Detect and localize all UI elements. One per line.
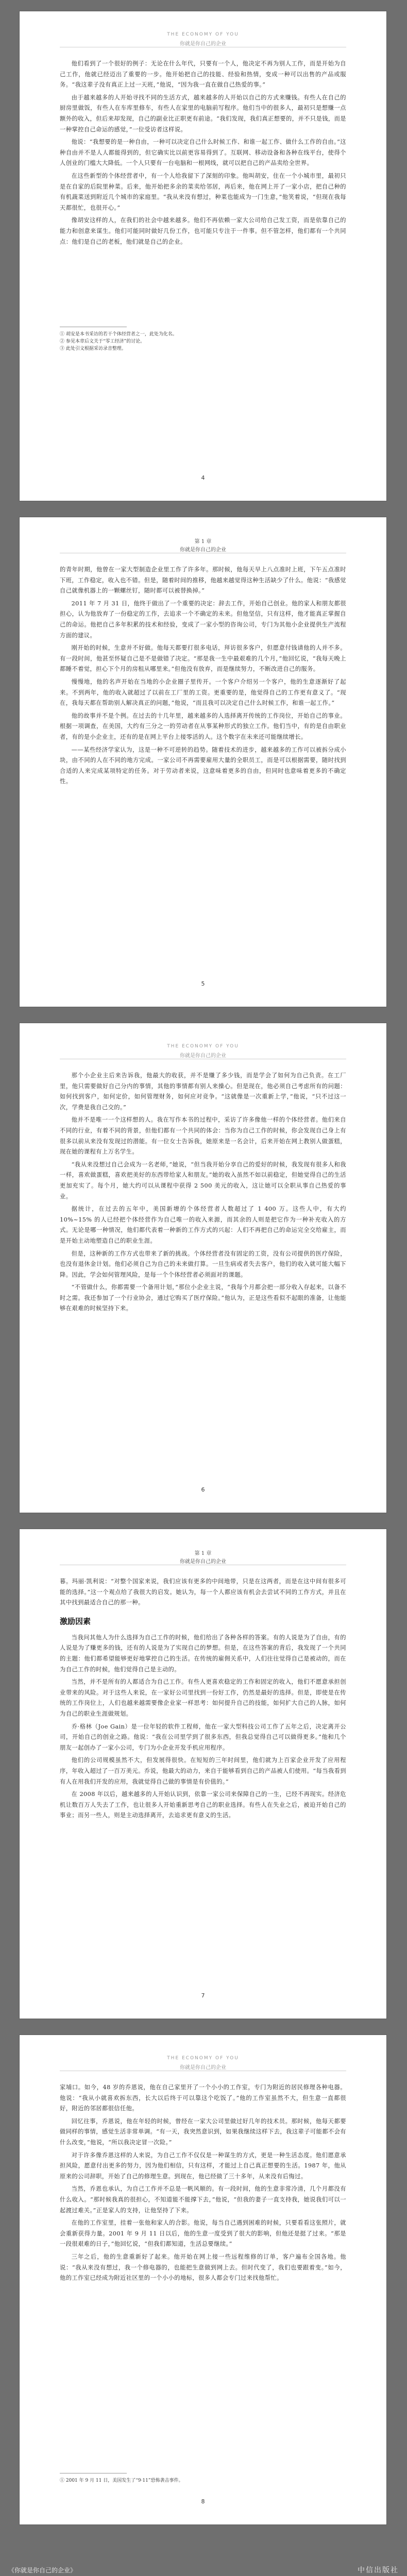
publisher-logo: 中信出版社: [358, 2566, 399, 2574]
footnote: ① 2001 年 9 月 11 日，美国发生了“9·11”恐怖袭击事件。: [60, 2478, 183, 2483]
paragraph: 家埔口。如今，48 岁的乔恩说，他在自己家里开了一个小小的工作室，专门为附近的居民修理各种电器。他说：“我从小就喜欢拆东西，长大以后终于可以靠这个吃饭了。”他的工作室虽然不大，但生意一直都很好，附近的邻居都很信任他。: [60, 2084, 346, 2112]
paragraph: 他说：“我想要的是一种自由，一种可以决定自己什么时候工作、和谁一起工作、做什么工作的自由。”这种自由并不是人人都能得到的，但它确实比以前更容易得到了。互联网、移动设备和各种在线平台，使得个人创业的门槛大大降低。一个人只要有一台电脑和一根网线，就可以把自己的产品卖给全世界。: [60, 139, 346, 167]
paragraph: 对于许多像乔恩这样的人来说，为自己工作不仅仅是一种谋生的方式，更是一种生活态度。他们愿意承担风险，愿意付出更多的努力，因为他们相信，只有这样，才能过上自己真正想要的生活。1987 年，他从原来的公司辞职，开始了自己的修理生意。到现在，他已经做了三十多年，从来没有后悔过。: [60, 2151, 346, 2180]
running-header-subtitle: 你就是你自己的企业: [180, 1053, 226, 1059]
paragraph: “我从来没想过自己会成为一名老师，”她说，“但当我开始分享自己的爱好的时候，我发现有很多人和我一样，喜欢做蛋糕，喜欢把美好的东西带给家人和朋友。”她的收入虽然不如以前稳定，但她觉得自己的生活更加充实了。每个月，她大约可以从课程中获得 2 500 美元的收入，这让她可以全职从事自己热爱的事业。: [60, 1161, 346, 1200]
page-body: [60, 565, 346, 789]
paragraph: 在他的工作室里，挂着一张他和家人的合影。他说，每当自己遇到困难的时候，只要看看这张照片，就会重新获得力量。2001 年 9 月 11 日以后，他的生意一度受到了很大的影响，但他还是挺了过来。“那是一段很艰难的日子，”他回忆说，“但我们都知道，生活总要继续。”: [60, 2219, 346, 2248]
chapter-label: 第 1 章: [194, 539, 212, 545]
paragraph: 在 2008 年以后，越来越多的人开始认识到，依靠一家公司来保障自己的一生，已经不再现实。经济危机让数百万人失去了工作，也让很多人开始重新思考自己的职业选择。有些人在失业之后，被迫开始自己的事业；而另一些人，则是主动选择离开，去追求更有意义的生活。: [60, 1791, 346, 1819]
book-title-label: 《你就是你自己的企业》: [8, 2567, 77, 2574]
footnote: ③ 此处引文根据采访录音整理。: [60, 346, 126, 351]
page-body: [60, 2082, 346, 2286]
paragraph: 乔·格林（Joe Gain）是一位年轻的软件工程师，他在一家大型科技公司工作了五年之后，决定离开公司，开始自己的创业之路。他说：“我在公司里学到了很多东西，但我总觉得自己可以做得更多。”他和几个朋友一起创办了一家小公司，专门为小企业开发手机应用程序。: [60, 1723, 346, 1751]
running-header-series: THE ECONOMY OF YOU: [167, 32, 239, 37]
footnote: ① 胡安是本书采访的若干个体经营者之一，此处为化名。: [60, 332, 177, 337]
paragraph: 2011 年 7 月 31 日，他终于做出了一个重要的决定：辞去工作，开始自己创业。他的家人和朋友都很担心，认为他放弃了一份稳定的工作，去追求一个不确定的未来。但他坚信，只有这样，他才能真正掌握自己的命运。他把自己多年积累的技术和经验，变成了一家小型的咨询公司，专门为其他小企业提供生产流程方面的建议。: [60, 600, 346, 639]
page-number: 5: [201, 980, 205, 987]
page-number: 8: [201, 2498, 205, 2505]
paragraph: 他的故事并不是个例。在过去的十几年里，越来越多的人选择离开传统的工作岗位，开始自己的事业。根据一项调查，在美国，大约有三分之一的劳动者在从事某种形式的独立工作。他们当中，有的是自由职业者，有的是小企业主，还有的是在网上平台上接零活的人。这个数字在未来还可能继续增长。: [60, 712, 346, 740]
paragraph: “不管做什么，你都需要一个备用计划，”那位小企业主说，“我每个月都会把一部分收入存起来，以备不时之需。我还参加了一个行业协会，通过它购买了医疗保险。”他认为，正是这些看似不起眼的准备，让他能够在艰难的时候坚持下来。: [60, 1284, 346, 1312]
book-page-4: [20, 1529, 386, 2019]
footnotes: [60, 331, 346, 352]
section-heading: 激励因素: [60, 1616, 91, 1626]
chapter-label: 第 1 章: [194, 1551, 212, 1556]
paragraph: 他们看到了一个很好的例子：无论在什么年代，只要有一个人，他决定不再为别人工作，而是开始为自己工作，他就已经迈出了重要的一步。他开始把自己的技能、经验和热情，变成一种可以出售的产品或服务。“我这辈子没有真正上过一天班，”他说，“因为我一直在做自己热爱的事。”: [60, 60, 346, 89]
footnote: ② 参见本章后文关于“零工经济”的讨论。: [60, 339, 145, 344]
book-page-1: [20, 11, 386, 501]
paragraph: 当我问其他人为什么选择为自己工作的时候，他们给出了各种各样的答案。有的人说是为了自由，有的人说是为了赚更多的钱，还有的人说是为了实现自己的梦想。但是，在这些答案的背后，我发现了一个共同的主题：他们都希望能够更好地掌控自己的生活。在传统的雇佣关系中，人们往往觉得自己是被动的，而在为自己工作的时候，他们觉得自己是主动的。: [60, 1634, 346, 1673]
page-number: 7: [201, 1992, 205, 1999]
paragraph: 他并不是唯一一个这样想的人。我在写作本书的过程中，采访了许多像他一样的个体经营者。他们来自不同的行业，有着不同的背景，但他们都有一个共同的体会：当你为自己工作的时候，你会发现自己身上有很多以前从来没有发现过的潜能。有一位女士告诉我，她原来是一名会计，后来开始在网上教别人做蛋糕，现在她的课程有上万名学生。: [60, 1116, 346, 1156]
running-header-subtitle: 你就是你自己的企业: [180, 2065, 226, 2071]
paragraph: 慢慢地，他的名声开始在当地的小企业圈子里传开。一个客户介绍另一个客户，他的生意逐渐好了起来。不到两年，他的收入就超过了以前在工厂里的工资。更重要的是，他觉得自己的工作更有意义了。“现在，我每天都在帮助别人解决真正的问题，”他说，“而且我可以决定自己什么时候工作，和谁一起工作。”: [60, 678, 346, 707]
page-number: 4: [201, 474, 205, 481]
chapter-title: 你就是你自己的企业: [180, 547, 226, 553]
paragraph: 当然，乔恩也承认，为自己工作并不总是一帆风顺的。有一段时间，他的生意非常冷清，几个月都没有什么收入。“那时候我真的很担心，不知道能不能撑下去，”他说，“但我的妻子一直支持我，她说我们可以一起渡过难关。”正是家人的支持，让他坚持了下来。: [60, 2185, 346, 2214]
paragraph: 当然，并不是所有的人都适合为自己工作。有些人更喜欢稳定的工作和固定的收入，他们不愿意承担创业带来的风险。对于这些人来说，在一家好公司里找到一份好工作，仍然是最好的选择。但是，即使是在传统的工作岗位上，人们也越来越需要像企业家一样思考：如何提升自己的技能，如何扩大自己的人脉，如何为自己的职业生涯做规划。: [60, 1679, 346, 1717]
footnotes: [60, 2477, 346, 2484]
running-header-subtitle: 你就是你自己的企业: [180, 41, 226, 47]
running-header-series: THE ECONOMY OF YOU: [167, 2056, 239, 2061]
book-page-2: [20, 517, 386, 1007]
paragraph: 回忆往事，乔恩说，他在年轻的时候，曾经在一家大公司里做过好几年的技术员。那时候，他每天都要做同样的事情，感觉生活非常单调。“有一天，我突然意识到，如果我继续这样下去，我这辈子可能都不会有什么改变，”他说，“所以我决定冒一次险。”: [60, 2117, 346, 2146]
page-body: [60, 59, 346, 249]
running-header-series: THE ECONOMY OF YOU: [167, 1044, 239, 1049]
paragraph: 在这些新型的个体经营者中，有一个人给我留下了深刻的印象。他叫胡安，住在一个小城市里，最初只是在自家的后院里种菜。后来，他开始把多余的菜卖给邻居，再后来，他在网上开了一家小店，把自己种的有机蔬菜送到附近几个城市的家庭里。“我从来没有想过，种菜也能成为一门生意，”他笑着说，“但现在我每天都很忙，也很开心。”: [60, 172, 346, 211]
paragraph: 但是，这种新的工作方式也带来了新的挑战。个体经营者没有固定的工资，没有公司提供的医疗保险，也没有退休金计划。他们必须自己为自己的未来做打算。一旦生病或者失去客户，他们的收入就可能大幅下降。因此，学会如何管理风险，是每一个个体经营者必须面对的课题。: [60, 1250, 346, 1278]
page-body: [60, 1071, 346, 1316]
paragraph: 的青年时期，他曾在一家大型制造企业里工作了许多年。那时候，他每天早上八点准时上班，下午五点准时下班，工作稳定，收入也不错。但是，随着时间的推移，他越来越觉得这种生活缺少了什么。他说：“我感觉自己就像机器上的一颗螺丝钉，随时都可以被替换掉。”: [60, 566, 346, 595]
book-page-3: [20, 1023, 386, 1513]
paragraph: 那个小企业主后来告诉我，他最大的收获，并不是赚了多少钱，而是学会了如何为自己负责。在工厂里，他只需要做好自己分内的事情，其他的事情都有别人来操心。但是现在，他必须自己考虑所有的问题：如何找到客户，如何定价，如何管理财务，如何应对竞争。“这就像是一次重新上学，”他说，“只不过这一次，学费是我自己交的。”: [60, 1072, 346, 1111]
viewer-footer-bar: [0, 2553, 407, 2576]
paragraph: 他们的公司规模虽然不大，但发展得很快。在短短的三年时间里，他们就为上百家企业开发了应用程序，年收入超过了一百万美元。乔说，他最大的动力，来自于能够看到自己的产品被人们使用。“每当我看到有人在用我们开发的应用，我就觉得自己做的事情是有价值的。”: [60, 1757, 346, 1785]
paragraph: 像胡安这样的人，在我们的社会中越来越多。他们不再依赖一家大公司给自己发工资，而是依靠自己的能力和创意来谋生。他们可能同时做好几份工作，也可能只专注于一件事。但不管怎样，他们都有一个共同点：他们是自己的老板，他们就是自己的企业。: [60, 217, 346, 245]
page-body: [60, 1577, 346, 1823]
paragraph: 三年之后，他的生意重新好了起来。他开始在网上接一些远程维修的订单，客户遍布全国各地。他说：“我从来没有想过，我一个修电器的，也能把生意做到网上去。但时代变了，我们也要跟着变。”如今，他的工作室已经成为附近社区里的一个小小的地标，很多人都会专门过来找他帮忙。: [60, 2253, 346, 2282]
paragraph: 刚开始的时候，生意并不好做。他每天都要打很多电话，拜访很多客户，但愿意付钱请他的人并不多。有一段时间，他甚至怀疑自己是不是做错了决定。“那是我一生中最艰难的几个月，”他回忆说，“我每天晚上都睡不着觉，担心下个月的房租从哪里来。”但他没有放弃，而是继续努力，不断改进自己的服务。: [60, 645, 346, 673]
book-page-5: [20, 2035, 386, 2524]
page-number: 6: [201, 1486, 205, 1493]
paragraph: 据统计，在过去的五年中，美国新增的个体经营者人数超过了 1 400 万。这些人中，有大约 10%~15% 的人已经把个体经营作为自己唯一的收入来源，而其余的人则是把它作为一种补充收入的方式。无论是哪一种情况，他们都代表着一种新的工作方式的兴起：人们不再把自己的命运完全交给雇主，而是开始主动地塑造自己的职业生涯。: [60, 1206, 346, 1244]
chapter-title: 你就是你自己的企业: [180, 1559, 226, 1565]
paragraph: 暮。玛丽·凯利说：“对整个国家来说，我们应该有更多的中间地带，只是在这两者，而是在这中间有很多可能的选择。”这一个观点给了我很大的启发。她认为，每一个人都应该有机会去尝试不同的工作方式，并且在其中找到最适合自己的那一种。: [60, 1578, 346, 1606]
paragraph: 由于越来越多的人开始寻找不同的生活方式，越来越多的人开始以自己的方式来赚钱。有些人在自己的厨房里做饭，有些人在车库里修车，有些人在家里的电脑前写程序。他们当中的很多人，最初只是想赚一点额外的收入，但后来却发现，自己的副业比正职更有前途。“我们发现，我们真正想要的，并不只是钱，而是一种掌控自己命运的感觉，”一位受访者这样说。: [60, 94, 346, 133]
paragraph: ——某些经济学家认为，这是一种不可逆转的趋势。随着技术的进步，越来越多的工作可以被拆分成小块，由不同的人在不同的地方完成。一家公司不再需要雇用大量的全职员工，而是可以根据需要，随时找到合适的人来完成某项特定的任务。对于劳动者来说，这意味着更多的自由，但同时也意味着更多的不确定性。: [60, 746, 346, 785]
